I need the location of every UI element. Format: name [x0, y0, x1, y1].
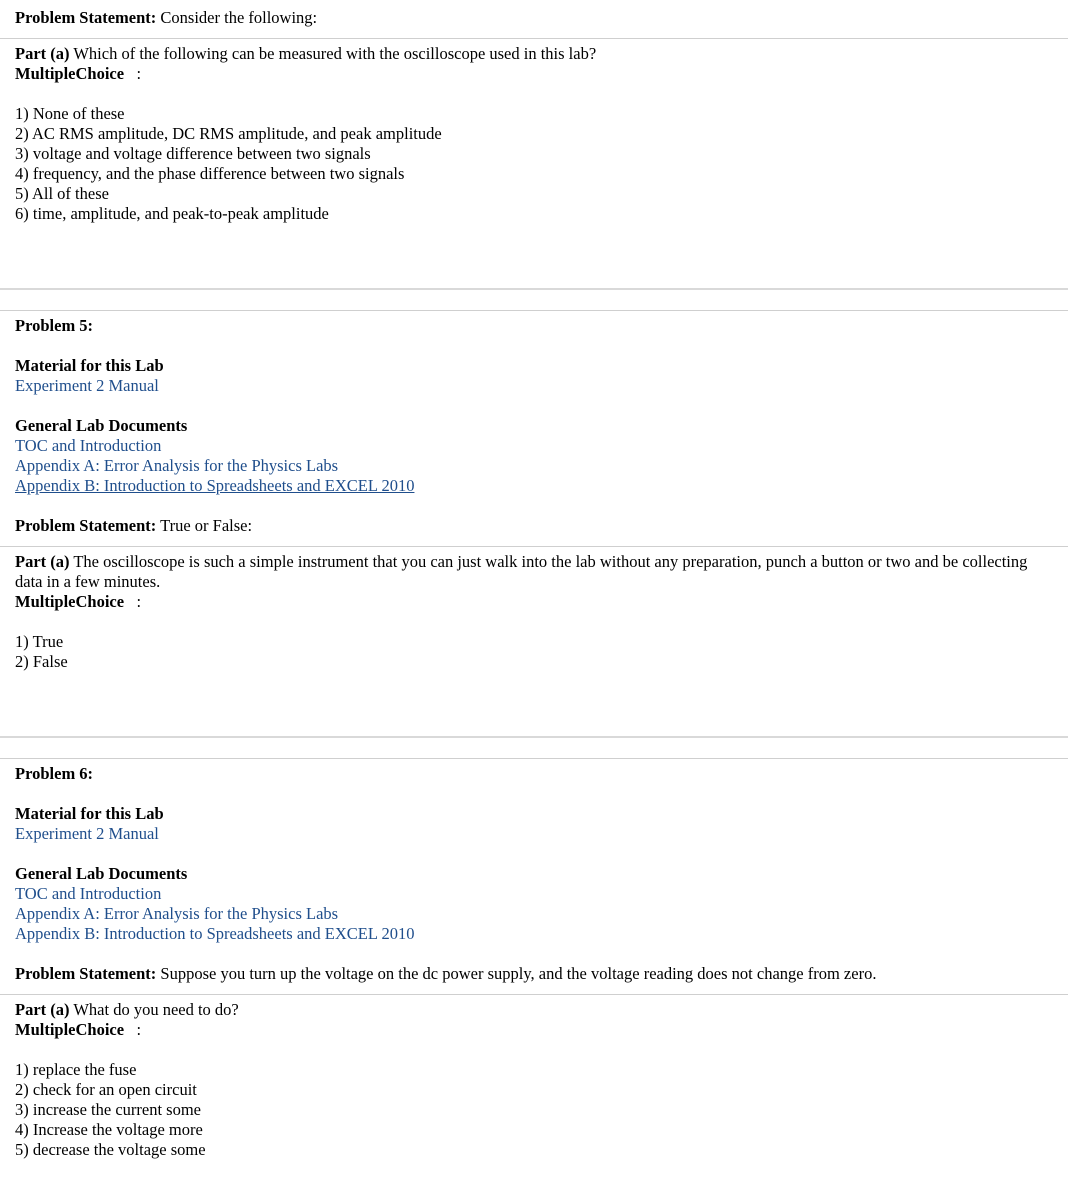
appendix-b-link[interactable]: Appendix B: Introduction to Spreadsheets and EXCEL 2010: [15, 924, 415, 943]
section-separator: [0, 736, 1068, 738]
statement-text: Suppose you turn up the voltage on the dc power supply, and the voltage reading does not change from zero.: [160, 964, 877, 983]
choice-option: 1) None of these: [15, 104, 125, 123]
statement-label: Problem Statement:: [15, 964, 157, 983]
statement-label: Problem Statement:: [15, 8, 157, 27]
part-text: What do you need to do?: [73, 1000, 239, 1019]
appendix-b-link[interactable]: Appendix B: Introduction to Spreadsheets and EXCEL 2010: [15, 476, 415, 495]
part-label: Part (a): [15, 44, 70, 63]
choice-option: 4) frequency, and the phase difference between two signals: [15, 164, 405, 183]
appendix-a-link[interactable]: Appendix A: Error Analysis for the Physics Labs: [15, 456, 339, 475]
statement-text: True or False:: [160, 516, 253, 535]
problem-title: Problem 5:: [15, 316, 94, 335]
multiple-choice-label: MultipleChoice :: [15, 1020, 142, 1039]
divider: [0, 38, 1068, 39]
material-heading: Material for this Lab: [15, 356, 164, 375]
problem-statement: [15, 516, 252, 536]
general-docs-heading: General Lab Documents: [15, 864, 188, 883]
divider: [0, 994, 1068, 995]
part-question: [15, 44, 596, 64]
toc-link[interactable]: TOC and Introduction: [15, 436, 162, 455]
statement-text: Consider the following:: [160, 8, 318, 27]
multiple-choice-label: MultipleChoice :: [15, 64, 142, 83]
choice-option: 1) True: [15, 632, 64, 651]
experiment-manual-link[interactable]: Experiment 2 Manual: [15, 824, 159, 843]
part-label: Part (a): [15, 552, 70, 571]
choice-option: 2) False: [15, 652, 68, 671]
section-separator: [0, 758, 1068, 759]
part-text: The oscilloscope is such a simple instrument that you can just walk into the lab without any preparation, punch a button or two and be collecting data in a few minutes.: [15, 552, 1028, 591]
part-label: Part (a): [15, 1000, 70, 1019]
choice-option: 2) AC RMS amplitude, DC RMS amplitude, and peak amplitude: [15, 124, 442, 143]
multiple-choice-label: MultipleChoice :: [15, 592, 142, 611]
section-separator: [0, 310, 1068, 311]
choice-option: 3) increase the current some: [15, 1100, 201, 1119]
choice-option: 2) check for an open circuit: [15, 1080, 197, 1099]
section-separator: [0, 288, 1068, 290]
part-question: [15, 552, 1055, 592]
part-question: [15, 1000, 239, 1020]
choice-option: 1) replace the fuse: [15, 1060, 137, 1079]
experiment-manual-link[interactable]: Experiment 2 Manual: [15, 376, 159, 395]
appendix-a-link[interactable]: Appendix A: Error Analysis for the Physics Labs: [15, 904, 339, 923]
toc-link[interactable]: TOC and Introduction: [15, 884, 162, 903]
general-docs-heading: General Lab Documents: [15, 416, 188, 435]
choice-option: 5) All of these: [15, 184, 109, 203]
problem-statement: [15, 964, 876, 984]
material-heading: Material for this Lab: [15, 804, 164, 823]
problem-title: Problem 6:: [15, 764, 94, 783]
choice-option: 3) voltage and voltage difference between two signals: [15, 144, 371, 163]
choice-option: 6) time, amplitude, and peak-to-peak amplitude: [15, 204, 329, 223]
problem-statement: [15, 8, 317, 28]
choice-option: 5) decrease the voltage some: [15, 1140, 206, 1159]
choice-option: 4) Increase the voltage more: [15, 1120, 203, 1139]
divider: [0, 546, 1068, 547]
part-text: Which of the following can be measured with the oscilloscope used in this lab?: [73, 44, 597, 63]
statement-label: Problem Statement:: [15, 516, 157, 535]
